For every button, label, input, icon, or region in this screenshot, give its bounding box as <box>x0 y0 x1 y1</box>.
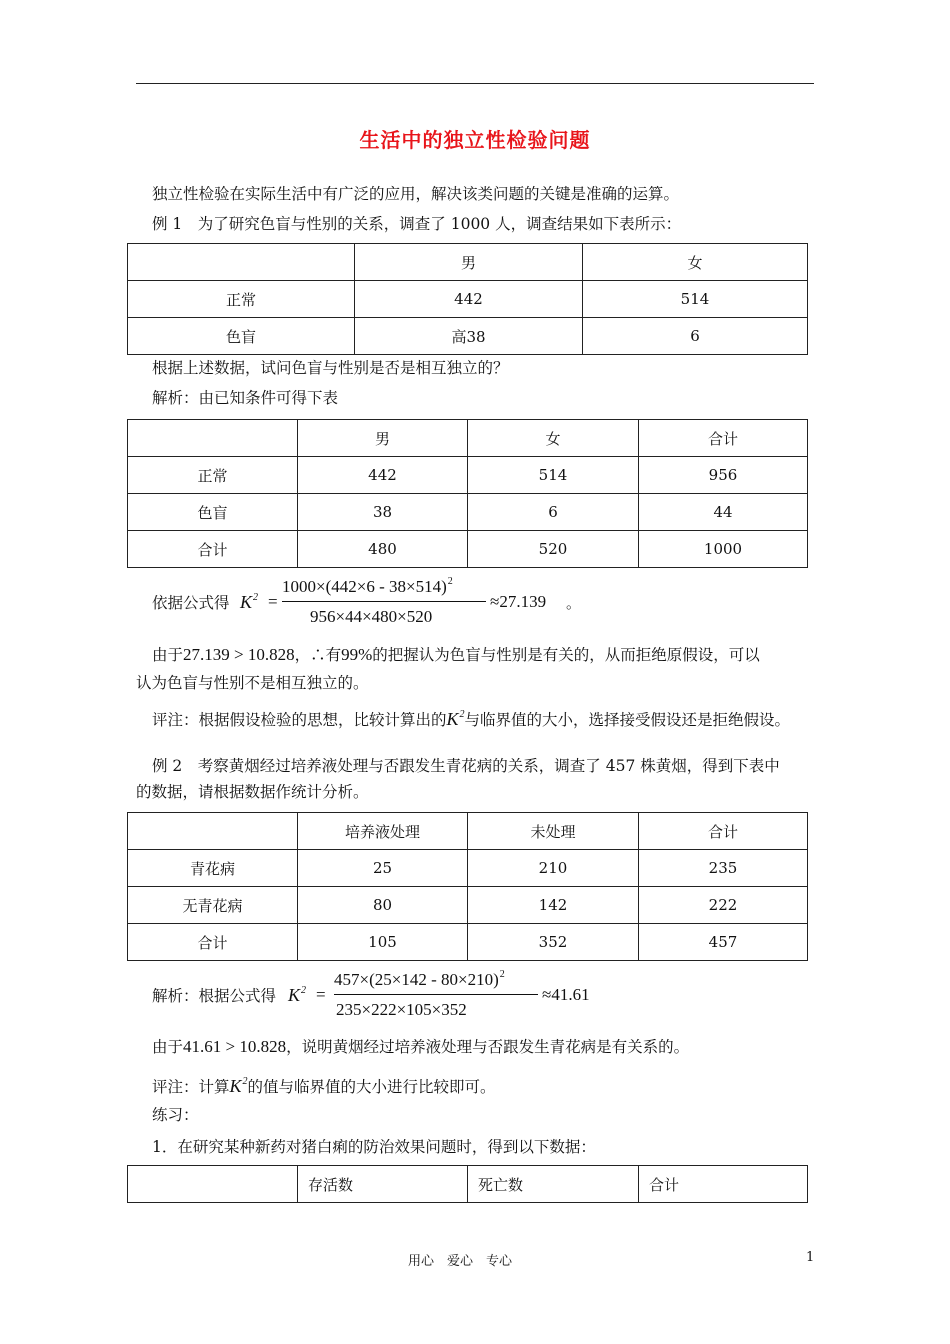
table-cell: 352 <box>468 924 639 961</box>
example2-table <box>127 812 808 961</box>
table-cell: 210 <box>468 850 639 887</box>
example2-comment: 评注：计算$K^2$的值与临界值的大小进行比较即可。 <box>152 1076 496 1096</box>
table-cell: 44 <box>639 494 808 531</box>
table-row <box>128 850 808 887</box>
table-row <box>128 1166 808 1203</box>
fraction-bar <box>282 601 486 602</box>
example2-heading-line2: 的数据，请根据数据作统计分析。 <box>136 783 369 801</box>
practice-table <box>127 1165 808 1203</box>
table-cell <box>128 244 355 281</box>
table-cell: 520 <box>468 531 639 568</box>
table-cell: 514 <box>583 281 808 318</box>
table-cell: 80 <box>298 887 468 924</box>
example1-heading: 例 1 为了研究色盲与性别的关系，调查了 1000 人，调查结果如下表所示： <box>152 215 682 233</box>
fraction-bar <box>334 994 538 995</box>
k-symbol: $K^2$ <box>288 985 307 1005</box>
example1-table1 <box>127 243 808 355</box>
equals-sign: = <box>316 985 326 1004</box>
header-rule <box>136 83 814 84</box>
table-cell: 235 <box>639 850 808 887</box>
formula1-prefix: 依据公式得 <box>152 594 230 612</box>
table-row <box>128 457 808 494</box>
table-cell: 38 <box>298 494 468 531</box>
table-row <box>128 318 808 355</box>
table-row <box>128 244 808 281</box>
example2-heading-line1: 例 2 考察黄烟经过培养液处理与否跟发生青花病的关系，调查了 457 株黄烟，得到下表中 <box>152 757 780 775</box>
table-cell: 442 <box>298 457 468 494</box>
table-cell: 死亡数 <box>468 1166 639 1203</box>
table-cell: 1000 <box>639 531 808 568</box>
practice-question-1: 1．在研究某种新药对猪白痢的防治效果问题时，得到以下数据： <box>152 1138 596 1156</box>
table-cell: 未处理 <box>468 813 639 850</box>
formula1-numerator: $1000\times(442\times 6 - 38\times 514)^2$ <box>282 576 453 596</box>
formula2-result: ≈41.61 <box>542 985 590 1004</box>
formula2-numerator: $457\times(25\times 142 - 80\times 210)^2$ <box>334 969 505 989</box>
formula1 <box>228 570 588 630</box>
table-cell: 女 <box>468 420 639 457</box>
formula1-denominator: 956×44×480×520 <box>310 607 433 626</box>
table-cell: 存活数 <box>298 1166 468 1203</box>
table-cell <box>128 420 298 457</box>
example1-table2 <box>127 419 808 568</box>
table-cell: 高38 <box>355 318 583 355</box>
table-cell: 色盲 <box>128 318 355 355</box>
formula1-result: ≈27.139 <box>490 592 547 611</box>
page-title: 生活中的独立性检验问题 <box>359 128 591 152</box>
example1-conclusion-line2: 认为色盲与性别不是相互独立的。 <box>136 674 369 692</box>
table-row <box>128 924 808 961</box>
table-cell: 合计 <box>128 924 298 961</box>
formula2-prefix: 解析：根据公式得 <box>152 987 277 1005</box>
formula2 <box>278 963 618 1023</box>
table-cell: 正常 <box>128 457 298 494</box>
example2-conclusion: 由于41.61 > 10.828，说明黄烟经过培养液处理与否跟发生青花病是有关系的。 <box>152 1037 690 1056</box>
example1-comment: 评注：根据假设检验的思想，比较计算出的$K^2$与临界值的大小，选择接受假设还是拒绝假设。 <box>152 709 791 729</box>
k-symbol: $K^2$ <box>446 709 465 729</box>
table-cell: 25 <box>298 850 468 887</box>
formula1-end: 。 <box>566 596 582 612</box>
table-cell <box>128 813 298 850</box>
table-cell: 6 <box>468 494 639 531</box>
table-row <box>128 887 808 924</box>
table-cell: 480 <box>298 531 468 568</box>
k-symbol: $K^2$ <box>229 1076 248 1096</box>
table-cell: 男 <box>355 244 583 281</box>
table-cell: 合计 <box>128 531 298 568</box>
table-cell: 6 <box>583 318 808 355</box>
footer-motto: 用心 爱心 专心 <box>408 1254 513 1269</box>
example1-question: 根据上述数据，试问色盲与性别是否是相互独立的？ <box>152 359 509 377</box>
table-cell: 合计 <box>639 1166 808 1203</box>
table-cell: 无青花病 <box>128 887 298 924</box>
example1-analysis-intro: 解析：由已知条件可得下表 <box>152 389 339 407</box>
k-symbol: $K^2$ <box>240 592 259 612</box>
table-cell: 色盲 <box>128 494 298 531</box>
formula2-denominator: 235×222×105×352 <box>336 1000 467 1019</box>
table-row <box>128 494 808 531</box>
table-cell: 正常 <box>128 281 355 318</box>
table-cell: 142 <box>468 887 639 924</box>
intro-paragraph: 独立性检验在实际生活中有广泛的应用，解决该类问题的关键是准确的运算。 <box>152 185 680 203</box>
table-cell: 514 <box>468 457 639 494</box>
table-cell: 男 <box>298 420 468 457</box>
table-cell: 青花病 <box>128 850 298 887</box>
table-row <box>128 420 808 457</box>
table-cell: 956 <box>639 457 808 494</box>
equals-sign: = <box>268 592 278 611</box>
table-cell: 105 <box>298 924 468 961</box>
practice-heading: 练习： <box>152 1106 199 1124</box>
table-cell: 222 <box>639 887 808 924</box>
table-cell <box>128 1166 298 1203</box>
table-cell: 457 <box>639 924 808 961</box>
table-cell: 442 <box>355 281 583 318</box>
table-cell: 女 <box>583 244 808 281</box>
table-row <box>128 531 808 568</box>
page-number: 1 <box>806 1250 815 1265</box>
table-cell: 合计 <box>639 420 808 457</box>
table-row <box>128 281 808 318</box>
table-cell: 培养液处理 <box>298 813 468 850</box>
table-cell: 合计 <box>639 813 808 850</box>
table-row <box>128 813 808 850</box>
example1-conclusion-line1: 由于27.139 > 10.828，∴有99%的把握认为色盲与性别是有关的，从而拒绝原假设，可以 <box>152 645 760 664</box>
